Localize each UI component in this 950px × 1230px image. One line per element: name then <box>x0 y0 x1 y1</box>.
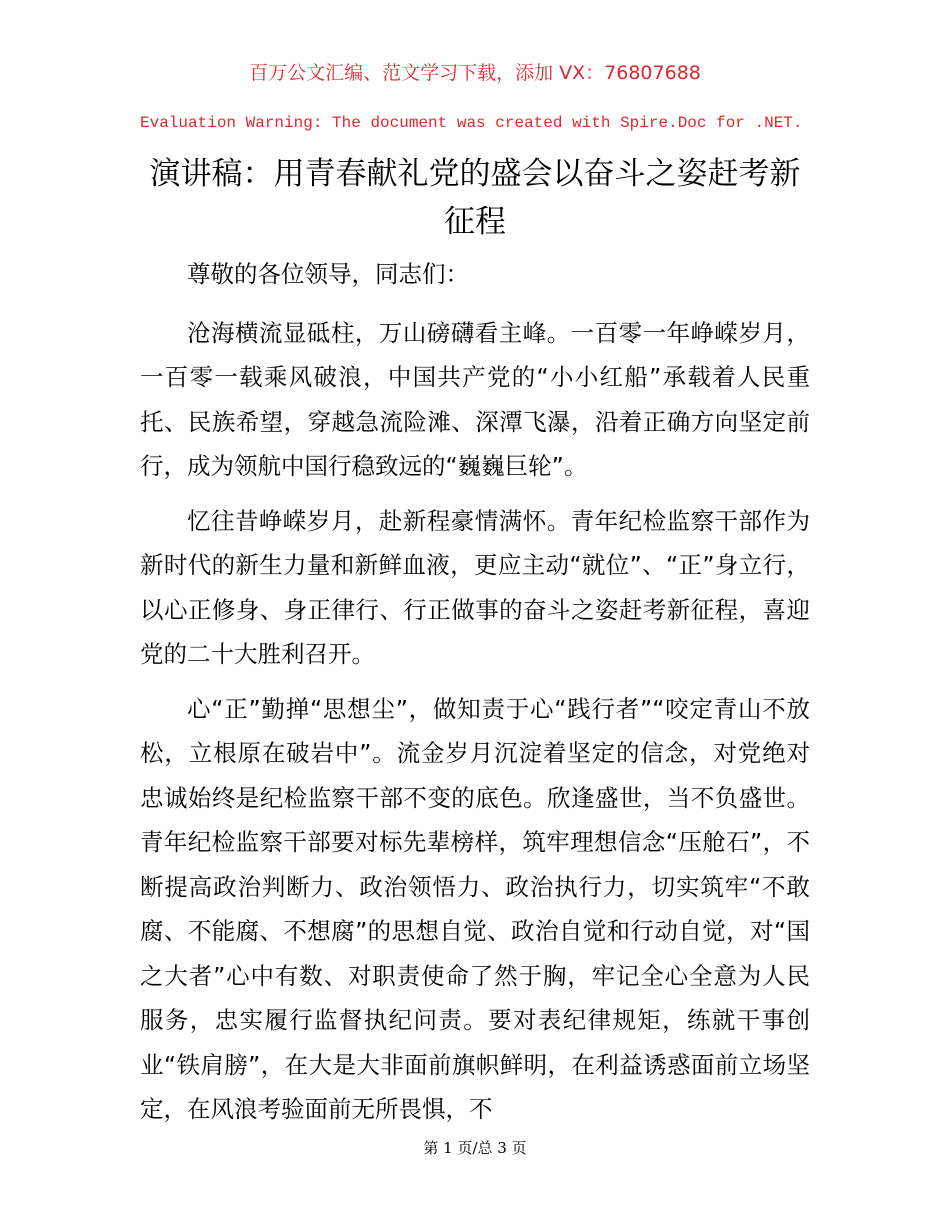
paragraph: 沧海横流显砥柱，万山磅礴看主峰。一百零一年峥嵘岁月，一百零一载乘风破浪，中国共产党的“小小红船”承载着人民重托、民族希望，穿越急流险滩、深潭飞瀑，沿着正确方向坚定前行，成为领航中国行稳致远的“巍巍巨轮”。 <box>140 318 810 480</box>
page-title: 演讲稿：用青春献礼党的盛会以奋斗之姿赶考新征程 <box>149 156 801 240</box>
paragraph: 忆往昔峥嵘岁月，赴新程豪情满怀。青年纪检监察干部作为新时代的新生力量和新鲜血液，更应主动“就位”、“正”身立行，以心正修身、身正律行、行正做事的奋斗之姿赶考新征程，喜迎党的二十大胜利召开。 <box>140 506 810 668</box>
document-body <box>140 252 810 1142</box>
evaluation-warning: Evaluation Warning: The document was created with Spire.Doc for .NET. <box>140 114 803 132</box>
page-number-footer: 第 1 页/总 3 页 <box>423 1139 527 1157</box>
promo-header: 百万公文汇编、范文学习下载，添加 VX：76807688 <box>249 62 701 84</box>
paragraph-greeting: 尊敬的各位领导，同志们： <box>187 260 469 288</box>
paragraph: 心“正”勤掸“思想尘”，做知责于心“践行者”“咬定青山不放松，立根原在破岩中”。流金岁月沉淀着坚定的信念，对党绝对忠诚始终是纪检监察干部不变的底色。欣逢盛世，当不负盛世。青年纪检监察干部要对标先辈榜样，筑牢理想信念“压舱石”，不断提高政治判断力、政治领悟力、政治执行力，切实筑牢“不敢腐、不能腐、不想腐”的思想自觉、政治自觉和行动自觉，对“国之大者”心中有数、对职责使命了然于胸，牢记全心全意为人民服务，忠实履行监督执纪问责。要对表纪律规矩，练就干事创业“铁肩膀”，在大是大非面前旗帜鲜明，在利益诱惑面前立场坚定，在风浪考验面前无所畏惧，不 <box>140 694 810 1123</box>
